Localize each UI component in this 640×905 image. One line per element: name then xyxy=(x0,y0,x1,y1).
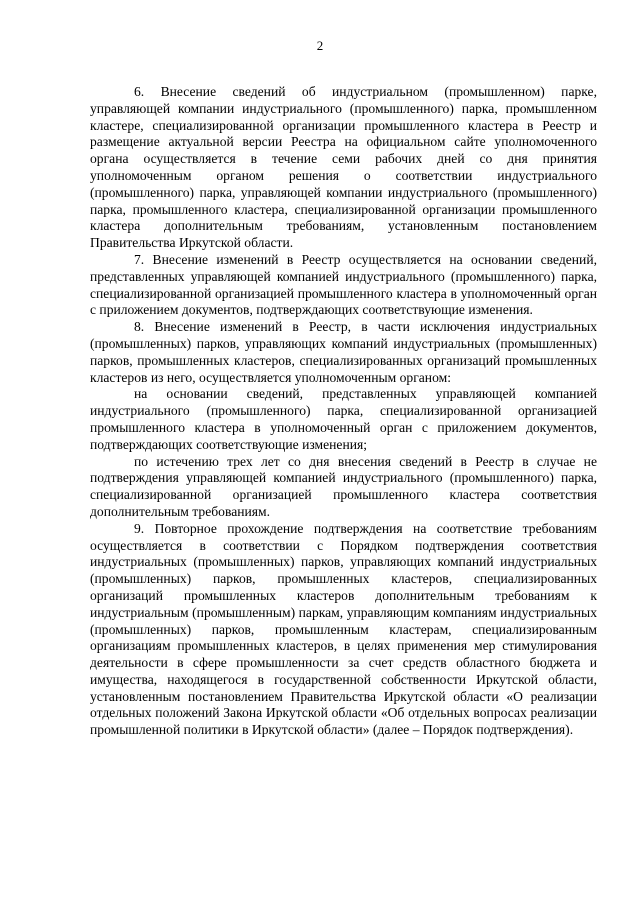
paragraph-8-item-2: по истечению трех лет со дня внесения сведений в Реестр в случае не подтверждения управляющей компанией индустриального (промышленного) парка, специализированной организацией промышленного кластера соответствия дополнительным требованиям. xyxy=(90,453,597,519)
page-number: 2 xyxy=(316,38,324,53)
paragraph-9: 9. Повторное прохождение подтверждения на соответствие требованиям осуществляется в соответствии с Порядком подтверждения соответствия индустриальных (промышленных) парков, управляющих компаний индустриальных (промышленных) парков, промышленных кластеров, специализированных организаций промышленных кластеров дополнительным требованиям к индустриальным (промышленным) паркам, управляющим компаниям индустриальных (промышленных) парков, промышленным кластерам, специализированным организациям промышленных кластеров, в целях применения мер стимулирования деятельности в сфере промышленности за счет средств областного бюджета и имущества, находящегося в государственной собственности Иркутской области, установленным постановлением Правительства Иркутской области «О реализации отдельных положений Закона Иркутской области «Об отдельных вопросах реализации промышленной политики в Иркутской области» (далее – Порядок подтверждения). xyxy=(90,520,597,738)
paragraph-8: 8. Внесение изменений в Реестр, в части исключения индустриальных (промышленных) парков, управляющих компаний индустриальных (промышленных) парков, промышленных кластеров, специализированных организаций промышленных кластеров из него, осуществляется уполномоченным органом: xyxy=(90,319,597,385)
paragraph-7: 7. Внесение изменений в Реестр осуществляется на основании сведений, представленных управляющей компанией индустриального (промышленного) парка, специализированной организацией промышленного кластера в уполномоченный орган с приложением документов, подтверждающих соответствующие изменения. xyxy=(90,251,597,318)
paragraph-8-item-1: на основании сведений, представленных управляющей компанией индустриального (промышленного) парка, специализированной организацией промышленного кластера в уполномоченный орган с приложением документов, подтверждающих соответствующие изменения; xyxy=(90,386,597,452)
document-body xyxy=(90,84,597,739)
paragraph-6: 6. Внесение сведений об индустриальном (промышленном) парке, управляющей компании индустриального (промышленного) парка, промышленном кластере, специализированной организации промышленного кластера в Реестр и размещение актуальной версии Реестра на официальном сайте уполномоченного органа осуществляется в течение семи рабочих дней со дня принятия уполномоченным органом решения о соответствии индустриального (промышленного) парка, управляющей компании индустриального (промышленного) парка, промышленного кластера, специализированной организации промышленного кластера дополнительным требованиям, установленным постановлением Правительства Иркутской области. xyxy=(90,84,597,251)
